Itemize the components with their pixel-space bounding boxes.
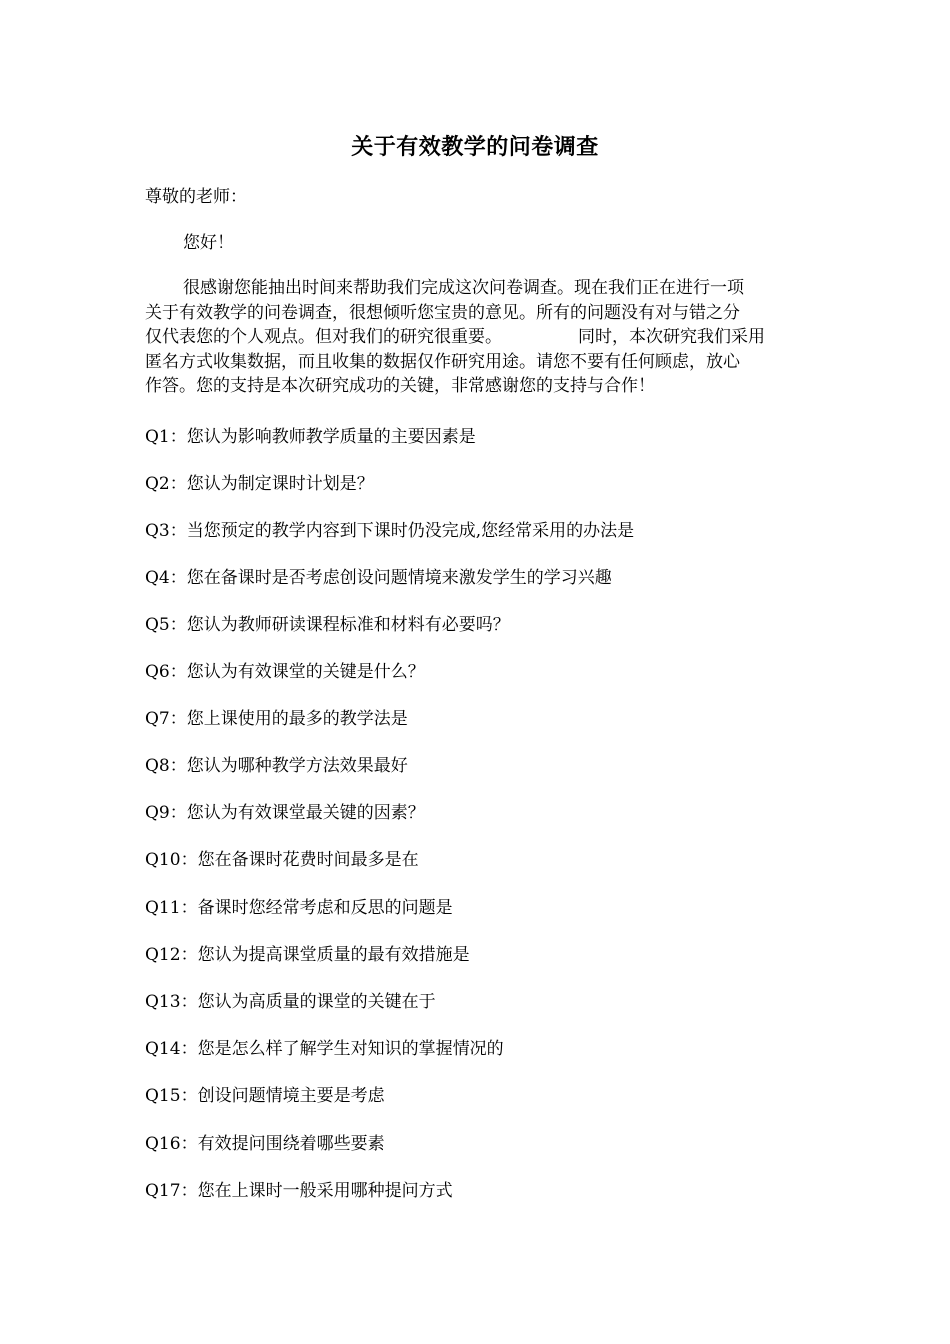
question-10: Q10：您在备课时花费时间最多是在 xyxy=(145,850,419,870)
question-14: Q14：您是怎么样了解学生对知识的掌握情况的 xyxy=(145,1039,504,1059)
greeting: 您好！ xyxy=(183,233,234,253)
question-15: Q15：创设问题情境主要是考虑 xyxy=(145,1086,385,1106)
question-7: Q7：您上课使用的最多的教学法是 xyxy=(145,709,408,729)
question-2: Q2：您认为制定课时计划是？ xyxy=(145,474,374,494)
question-8: Q8：您认为哪种教学方法效果最好 xyxy=(145,756,408,776)
salutation: 尊敬的老师： xyxy=(145,187,247,207)
question-4: Q4：您在备课时是否考虑创设问题情境来激发学生的学习兴趣 xyxy=(145,568,612,588)
intro-line-2: 关于有效教学的问卷调查，很想倾听您宝贵的意见。所有的问题没有对与错之分 xyxy=(145,302,740,323)
question-16: Q16：有效提问围绕着哪些要素 xyxy=(145,1134,385,1154)
question-9: Q9：您认为有效课堂最关键的因素？ xyxy=(145,803,425,823)
document-title: 关于有效教学的问卷调查 xyxy=(351,135,599,160)
question-13: Q13：您认为高质量的课堂的关键在于 xyxy=(145,992,436,1012)
question-6: Q6：您认为有效课堂的关键是什么？ xyxy=(145,662,425,682)
intro-line-3-part-2: 同时，本次研究我们采用 xyxy=(578,327,765,347)
question-12: Q12：您认为提高课堂质量的最有效措施是 xyxy=(145,945,470,965)
question-3: Q3：当您预定的教学内容到下课时仍没完成,您经常采用的办法是 xyxy=(145,521,635,541)
intro-line-3-part-1: 仅代表您的个人观点。但对我们的研究很重要。 xyxy=(145,327,502,347)
question-1: Q1：您认为影响教师教学质量的主要因素是 xyxy=(145,427,476,447)
intro-line-5: 作答。您的支持是本次研究成功的关键，非常感谢您的支持与合作！ xyxy=(145,376,655,396)
question-5: Q5：您认为教师研读课程标准和材料有必要吗？ xyxy=(145,615,510,635)
intro-line-4: 匿名方式收集数据，而且收集的数据仅作研究用途。请您不要有任何顾虑，放心 xyxy=(145,351,740,372)
question-11: Q11：备课时您经常考虑和反思的问题是 xyxy=(145,898,453,918)
intro-paragraph xyxy=(145,276,807,399)
intro-line-1: 很感谢您能抽出时间来帮助我们完成这次问卷调查。现在我们正在进行一项 xyxy=(183,278,744,298)
intro-line-3 xyxy=(145,325,807,350)
question-17: Q17：您在上课时一般采用哪种提问方式 xyxy=(145,1181,453,1201)
